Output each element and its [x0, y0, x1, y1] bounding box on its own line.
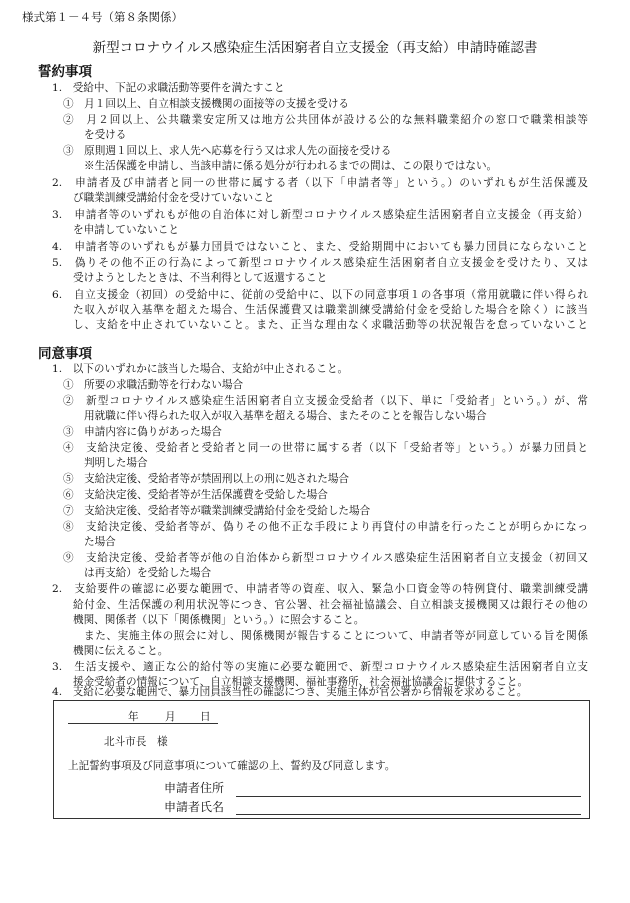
oath-item-6: 6. 自立支援金（初回）の受給中に、従前の受給中に、以下の同意事項１の各事項（常用就職に伴い得られ [52, 289, 588, 301]
consent-subitem-6: ⑥ 支給決定後、受給者等が生活保護費を受給した場合 [63, 489, 328, 501]
consent-subitem-3: ③ 申請内容に偽りがあった場合 [63, 426, 222, 438]
oath-item-6-cont-2: し、支給を中止されていないこと。また、正当な理由なく求職活動等の状況報告を怠っていないこと [73, 319, 588, 331]
consent-subitem-2-cont: 用就職に伴い得られた収入が収入基準を超える場合、またそのことを報告しない場合 [84, 410, 487, 422]
consent-item-2-cont-2: 機関、関係者（以下「関係機関」という。）に照会すること。 [73, 614, 365, 626]
oath-subitem-3: ③ 原則週１回以上、求人先へ応募を行う又は求人先の面接を受ける [63, 145, 392, 157]
consent-subitem-1: ① 所要の求職活動等を行わない場合 [63, 379, 244, 391]
oath-item-5: 5. 偽りその他不正の行為によって新型コロナウイルス感染症生活困窮者自立支援金を受けたり、又は [52, 257, 588, 269]
oath-item-2-cont: び職業訓練受講給付金を受けていないこと [73, 192, 275, 204]
consent-statement: 上記誓約事項及び同意事項について確認の上、誓約及び同意します。 [68, 760, 396, 772]
oath-item-5-cont: 受けようとしたときは、不当利得として返還すること [73, 272, 328, 284]
consent-subitem-9: ⑨ 支給決定後、受給者等が他の自治体から新型コロナウイルス感染症生活困窮者自立支援金（初回又 [63, 552, 588, 564]
oath-heading: 誓約事項 [38, 64, 92, 80]
applicant-name-label: 申請者氏名 [164, 800, 225, 814]
consent-subitem-4-cont: 判明した場合 [84, 457, 148, 469]
consent-item-4: 4. 支給に必要な範囲で、暴力団員該当性の確認につき、実施主体が官公署から情報を求めること。 [52, 686, 528, 698]
consent-item-2-note-cont: 機関に伝えること。 [73, 645, 169, 657]
oath-item-3-cont: を申請していないこと [73, 224, 179, 236]
date-underline [68, 723, 218, 724]
oath-item-2: 2. 申請者及び申請者と同一の世帯に属する者（以下「申請者等」という。）のいずれもが生活保護及 [52, 177, 588, 189]
consent-subitem-9-cont: は再支給）を受給した場合 [84, 567, 212, 579]
addressee: 北斗市長 様 [104, 736, 168, 748]
consent-subitem-5: ⑤ 支給決定後、受給者等が禁固刑以上の刑に処された場合 [63, 473, 350, 485]
consent-subitem-8-cont: た場合 [84, 536, 116, 548]
consent-item-3-cont: 援金受給者の情報について、自立相談支援機関、福祉事務所、社会福祉協議会に提供すること。 [73, 676, 529, 688]
applicant-name-field[interactable] [236, 814, 581, 815]
consent-item-1: 1. 以下のいずれかに該当した場合、支給が中止されること。 [52, 363, 349, 375]
date-day-label: 日 [200, 711, 211, 723]
consent-item-2: 2. 支給要件の確認に必要な範囲で、申請者等の資産、収入、緊急小口資金等の特例貸付、職業訓練受講 [52, 583, 588, 595]
consent-subitem-8: ⑧ 支給決定後、受給者等が、偽りその他不正な手段により再貸付の申請を行ったことが明らかになっ [63, 521, 588, 533]
consent-heading: 同意事項 [38, 346, 92, 362]
consent-item-2-note: また、実施主体の照会に対し、関係機関が報告することについて、申請者等が同意している旨を関係 [84, 630, 588, 642]
oath-item-4: 4. 申請者等のいずれもが暴力団員ではないこと、また、受給期間中においても暴力団員にならないこと [52, 241, 588, 253]
signature-box [53, 700, 590, 819]
date-month-label: 月 [165, 711, 176, 723]
oath-item-3: 3. 申請者等のいずれもが他の自治体に対し新型コロナウイルス感染症生活困窮者自立支援金（再支給） [52, 209, 588, 221]
applicant-address-field[interactable] [236, 796, 581, 797]
consent-item-3: 3. 生活支援や、適正な公的給付等の実施に必要な範囲で、新型コロナウイルス感染症生活困窮者自立支 [52, 661, 588, 673]
consent-subitem-7: ⑦ 支給決定後、受給者等が職業訓練受講給付金を受給した場合 [63, 505, 371, 517]
document-title: 新型コロナウイルス感染症生活困窮者自立支援金（再支給）申請時確認書 [92, 40, 538, 56]
form-number: 様式第１－４号（第８条関係） [22, 10, 183, 24]
consent-item-2-cont-1: 給付金、生活保護の利用状況等につき、官公署、社会福祉協議会、自立相談支援機関又は銀行その他の [73, 599, 588, 611]
oath-item-6-cont-1: た収入が収入基準を超えた場合、生活保護費又は職業訓練受講給付金を受給した場合を除く）に該当 [73, 304, 588, 316]
oath-note: ※生活保護を申請し、当該申請に係る処分が行われるまでの間は、この限りではない。 [84, 160, 498, 172]
applicant-address-label: 申請者住所 [164, 781, 225, 795]
oath-subitem-1: ① 月１回以上、自立相談支援機関の面接等の支援を受ける [63, 98, 350, 110]
oath-subitem-2-cont: を受ける [84, 129, 127, 141]
oath-subitem-2: ② 月２回以上、公共職業安定所又は地方公共団体が設ける公的な無料職業紹介の窓口で職業相談等 [63, 114, 588, 126]
consent-subitem-4: ④ 支給決定後、受給者と受給者と同一の世帯に属する者（以下「受給者等」という。）が暴力団員と [63, 442, 588, 454]
date-year-label: 年 [128, 711, 139, 723]
consent-subitem-2: ② 新型コロナウイルス感染症生活困窮者自立支援金受給者（以下、単に「受給者」という。）が、常 [63, 395, 588, 407]
oath-item-1: 1. 受給中、下記の求職活動等要件を満たすこと [52, 82, 285, 94]
